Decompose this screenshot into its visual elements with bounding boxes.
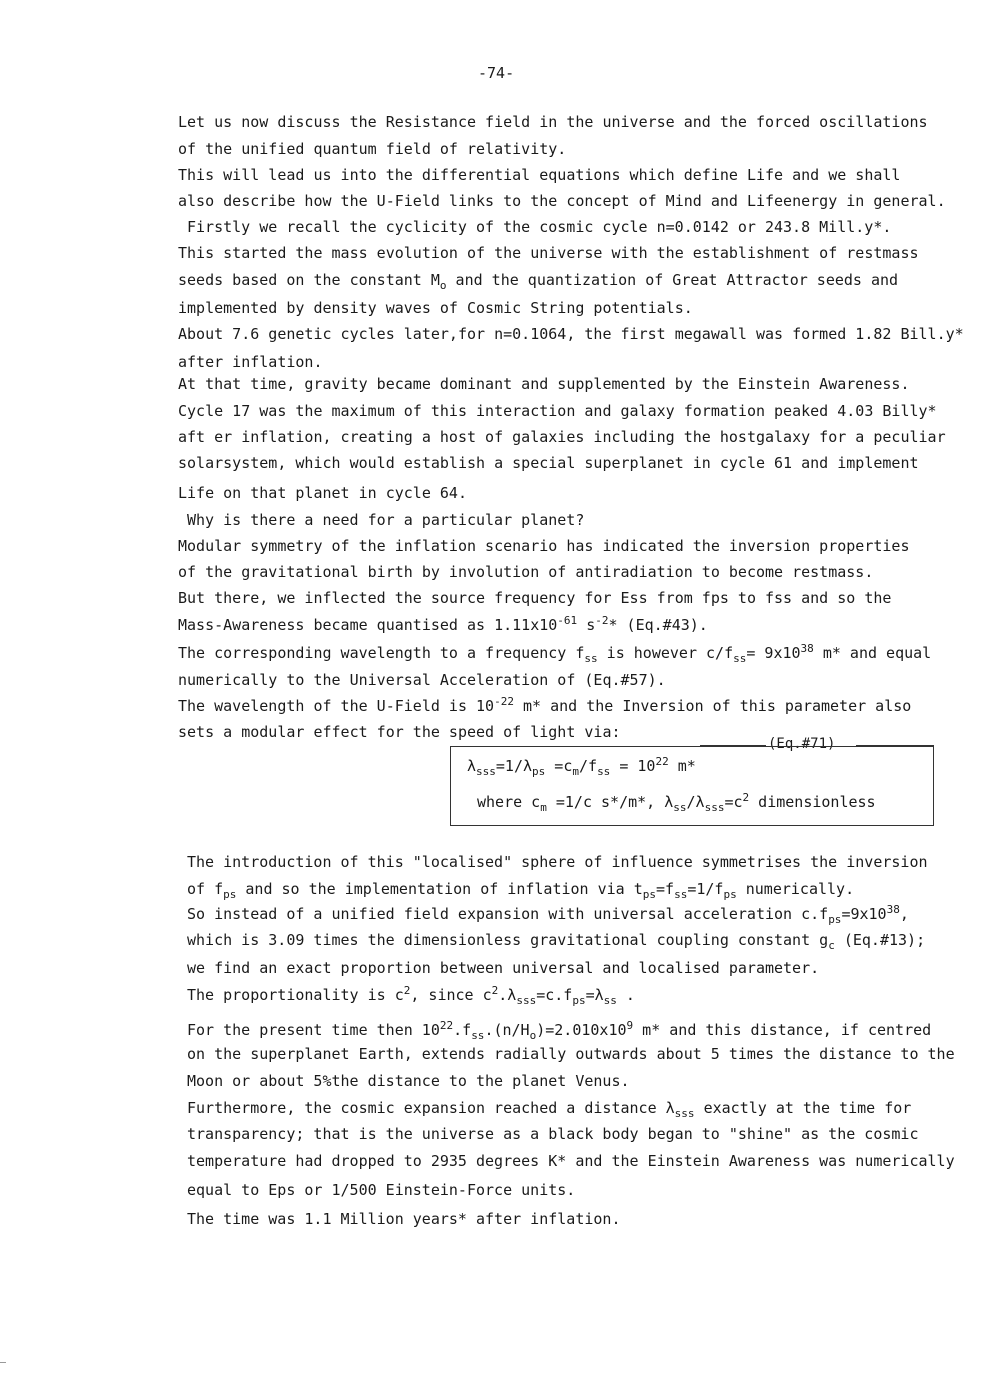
text-line: transparency; that is the universe as a black body began to "shine" as the cosmic bbox=[187, 1125, 919, 1143]
text-line: sets a modular effect for the speed of light via: bbox=[178, 723, 621, 741]
text-line-soinstead: So instead of a unified field expansion with universal acceleration $c.f_{ps}=9x10^{38}$, bbox=[187, 903, 909, 926]
text-line-which: which is 3.09 times the dimensionless gravitational coupling constant $g_c$ (Eq.#13); bbox=[187, 931, 926, 952]
text-line: The time was 1.1 Million years* after inflation. bbox=[187, 1210, 621, 1228]
text-line: Firstly we recall the cyclicity of the cosmic cycle n=0.0142 or 243.8 Mill.y*. bbox=[187, 218, 892, 236]
text-line-quantised: Mass-Awareness became quantised as $1.11x10^{-61}$ $s^{-2}*$ (Eq.#43). bbox=[178, 614, 708, 634]
text-line: At that time, gravity became dominant and supplemented by the Einstein Awareness. bbox=[178, 375, 910, 393]
text-line: The introduction of this "localised" sphere of influence symmetrises the inversion bbox=[187, 853, 928, 871]
text-line: also describe how the U-Field links to the concept of Mind and Lifeenergy in general. bbox=[178, 192, 946, 210]
text-line: equal to Eps or 1/500 Einstein-Force units. bbox=[187, 1181, 576, 1199]
text-line: on the superplanet Earth, extends radially outwards about 5 times the distance to the bbox=[187, 1045, 955, 1063]
equation-label: (Eq.#71) bbox=[768, 736, 836, 752]
text-line-wavelength: The corresponding wavelength to a frequency $f_{ss}$ is however $c/f_{ss}= 9x10^{38}$ m* and equal bbox=[178, 642, 932, 665]
text-line-ufield: The wavelength of the U-Field is $10^{-22}$ m* and the Inversion of this parameter also bbox=[178, 695, 912, 715]
text-line: aft er inflation, creating a host of galaxies including the hostgalaxy for a peculiar bbox=[178, 428, 946, 446]
text-line: after inflation. bbox=[178, 353, 323, 371]
text-line: This started the mass evolution of the universe with the establishment of restmass bbox=[178, 244, 919, 262]
text-line: Cycle 17 was the maximum of this interaction and galaxy formation peaked 4.03 Billy* bbox=[178, 402, 937, 420]
text-line: About 7.6 genetic cycles later,for n=0.1064, the first megawall was formed 1.82 Bill.y* bbox=[178, 325, 964, 343]
text-line: implemented by density waves of Cosmic String potentials. bbox=[178, 299, 693, 317]
text-line: But there, we inflected the source frequency for Ess from fps to fss and so the bbox=[178, 589, 892, 607]
text-line: temperature had dropped to 2935 degrees K* and the Einstein Awareness was numerically bbox=[187, 1152, 955, 1170]
text-line-present: For the present time then $10^{22}.f_{ss}.(n/H_o)=2.010x10^9$ m* and this distance, if centred bbox=[187, 1019, 932, 1042]
text-line: Let us now discuss the Resistance field in the universe and the forced oscillations bbox=[178, 113, 928, 131]
text-line: solarsystem, which would establish a special superplanet in cycle 61 and implement bbox=[178, 454, 919, 472]
equation-box bbox=[450, 746, 934, 826]
text-line-proportionality: The proportionality is $c^2$, since $c^2.\lambda_{sss}=c.f_{ps}=\lambda_{ss}$ . bbox=[187, 984, 635, 1007]
text-line: of the gravitational birth by involution of antiradiation to become restmass. bbox=[178, 563, 874, 581]
text-line-offps: of $f_{ps}$ and so the implementation of inflation via $t_{ps}=f_{ss}=1/f_{ps}$ numerically. bbox=[187, 880, 855, 901]
text-line: Moon or about 5%the distance to the planet Venus. bbox=[187, 1072, 630, 1090]
text-line-seeds: seeds based on the constant $M_o$ and the quantization of Great Attractor seeds and bbox=[178, 271, 899, 292]
page-number: -74- bbox=[478, 64, 515, 82]
text-line: Life on that planet in cycle 64. bbox=[178, 484, 467, 502]
scan-mark bbox=[0, 1362, 6, 1363]
equation-row-1: $\lambda_{sss}=1/\lambda_{ps} =c_m/f_{ss} = 10^{22}$ m* bbox=[467, 755, 696, 778]
text-line: of the unified quantum field of relativity. bbox=[178, 140, 567, 158]
text-line: Why is there a need for a particular planet? bbox=[187, 511, 585, 529]
text-line-furthermore: Furthermore, the cosmic expansion reached a distance $\lambda_{sss}$ exactly at the time for bbox=[187, 1099, 912, 1120]
equation-row-2: where $c_m =1/c$ s*/m*, $\lambda_{ss}/\lambda_{sss}=c^2$ dimensionless bbox=[477, 791, 876, 814]
text-line: Modular symmetry of the inflation scenario has indicated the inversion properties bbox=[178, 537, 910, 555]
text-line: numerically to the Universal Acceleration of (Eq.#57). bbox=[178, 671, 666, 689]
text-line: we find an exact proportion between universal and localised parameter. bbox=[187, 959, 820, 977]
text-line: This will lead us into the differential equations which define Life and we shall bbox=[178, 166, 901, 184]
